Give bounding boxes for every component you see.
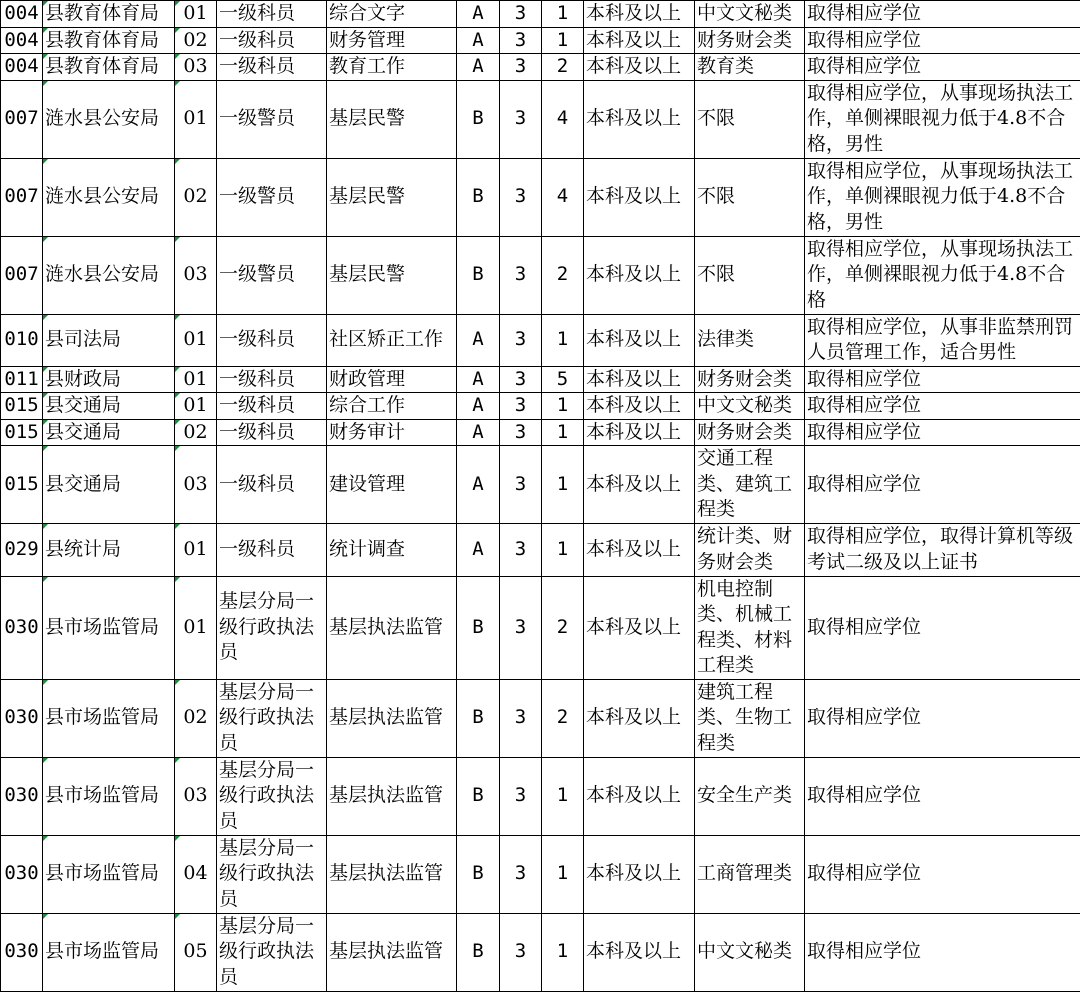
requirements-cell: 取得相应学位 — [805, 913, 1080, 991]
level-cell: 3 — [500, 314, 542, 366]
position-code-cell: 02 — [175, 158, 217, 236]
department-cell: 县交通局 — [43, 419, 175, 446]
exam-category-cell: B — [457, 913, 500, 991]
department-cell: 县教育体育局 — [43, 27, 175, 54]
headcount-cell: 1 — [542, 913, 584, 991]
dept-code-cell: 015 — [1, 446, 43, 524]
dept-code-cell: 007 — [1, 80, 43, 158]
dept-code-cell: 030 — [1, 913, 43, 991]
exam-category-cell: A — [457, 393, 500, 420]
dept-code-cell: 030 — [1, 835, 43, 913]
education-cell: 本科及以上 — [584, 913, 695, 991]
major-cell: 教育类 — [695, 54, 805, 81]
department-cell: 县交通局 — [43, 393, 175, 420]
table-row — [1, 158, 1080, 236]
headcount-cell: 1 — [542, 757, 584, 835]
exam-category-cell: A — [457, 314, 500, 366]
exam-category-cell: B — [457, 80, 500, 158]
dept-code-cell: 007 — [1, 158, 43, 236]
education-cell: 本科及以上 — [584, 419, 695, 446]
requirements-cell: 取得相应学位 — [805, 835, 1080, 913]
department-cell: 县市场监管局 — [43, 679, 175, 757]
duty-cell: 基层民警 — [327, 236, 457, 314]
level-cell: 3 — [500, 80, 542, 158]
table-row — [1, 236, 1080, 314]
education-cell: 本科及以上 — [584, 27, 695, 54]
dept-code-cell: 030 — [1, 576, 43, 679]
dept-code-cell: 004 — [1, 27, 43, 54]
dept-code-cell: 007 — [1, 236, 43, 314]
major-cell: 中文文秘类 — [695, 1, 805, 28]
dept-code-cell: 011 — [1, 366, 43, 393]
headcount-cell: 1 — [542, 523, 584, 576]
department-cell: 县市场监管局 — [43, 835, 175, 913]
position-name-cell: 基层分局一级行政执法员 — [217, 835, 327, 913]
table-row — [1, 314, 1080, 366]
exam-category-cell: A — [457, 366, 500, 393]
department-cell: 县市场监管局 — [43, 757, 175, 835]
major-cell: 不限 — [695, 80, 805, 158]
requirements-cell: 取得相应学位 — [805, 757, 1080, 835]
exam-category-cell: A — [457, 419, 500, 446]
requirements-cell: 取得相应学位 — [805, 366, 1080, 393]
exam-category-cell: B — [457, 679, 500, 757]
position-code-cell: 01 — [175, 523, 217, 576]
major-cell: 中文文秘类 — [695, 913, 805, 991]
department-cell: 县市场监管局 — [43, 913, 175, 991]
duty-cell: 基层执法监管 — [327, 679, 457, 757]
table-row — [1, 757, 1080, 835]
exam-category-cell: A — [457, 54, 500, 81]
level-cell: 3 — [500, 393, 542, 420]
duty-cell: 基层民警 — [327, 80, 457, 158]
table-row — [1, 80, 1080, 158]
position-code-cell: 02 — [175, 679, 217, 757]
major-cell: 不限 — [695, 236, 805, 314]
major-cell: 统计类、财务财会类 — [695, 523, 805, 576]
requirements-cell: 取得相应学位 — [805, 54, 1080, 81]
position-name-cell: 一级警员 — [217, 80, 327, 158]
requirements-cell: 取得相应学位 — [805, 419, 1080, 446]
requirements-cell: 取得相应学位 — [805, 576, 1080, 679]
department-cell: 县教育体育局 — [43, 54, 175, 81]
level-cell: 3 — [500, 419, 542, 446]
level-cell: 3 — [500, 835, 542, 913]
requirements-cell: 取得相应学位，从事非监禁刑罚人员管理工作，适合男性 — [805, 314, 1080, 366]
table-row — [1, 393, 1080, 420]
headcount-cell: 4 — [542, 80, 584, 158]
table-row — [1, 27, 1080, 54]
position-code-cell: 01 — [175, 1, 217, 28]
position-name-cell: 基层分局一级行政执法员 — [217, 913, 327, 991]
major-cell: 安全生产类 — [695, 757, 805, 835]
table-row — [1, 366, 1080, 393]
major-cell: 财务财会类 — [695, 27, 805, 54]
position-code-cell: 01 — [175, 80, 217, 158]
level-cell: 3 — [500, 1, 542, 28]
education-cell: 本科及以上 — [584, 679, 695, 757]
duty-cell: 基层执法监管 — [327, 835, 457, 913]
headcount-cell: 2 — [542, 576, 584, 679]
requirements-cell: 取得相应学位 — [805, 27, 1080, 54]
education-cell: 本科及以上 — [584, 158, 695, 236]
education-cell: 本科及以上 — [584, 54, 695, 81]
duty-cell: 基层执法监管 — [327, 757, 457, 835]
dept-code-cell: 004 — [1, 1, 43, 28]
exam-category-cell: B — [457, 576, 500, 679]
major-cell: 交通工程类、建筑工程类 — [695, 446, 805, 524]
level-cell: 3 — [500, 576, 542, 679]
headcount-cell: 1 — [542, 419, 584, 446]
major-cell: 中文文秘类 — [695, 393, 805, 420]
position-name-cell: 一级科员 — [217, 314, 327, 366]
position-code-cell: 03 — [175, 54, 217, 81]
dept-code-cell: 029 — [1, 523, 43, 576]
position-name-cell: 一级科员 — [217, 366, 327, 393]
level-cell: 3 — [500, 27, 542, 54]
table-row — [1, 679, 1080, 757]
position-name-cell: 一级科员 — [217, 523, 327, 576]
position-code-cell: 01 — [175, 393, 217, 420]
position-name-cell: 一级警员 — [217, 236, 327, 314]
requirements-cell: 取得相应学位 — [805, 393, 1080, 420]
position-code-cell: 01 — [175, 576, 217, 679]
education-cell: 本科及以上 — [584, 446, 695, 524]
department-cell: 县市场监管局 — [43, 576, 175, 679]
table-row — [1, 446, 1080, 524]
education-cell: 本科及以上 — [584, 366, 695, 393]
headcount-cell: 1 — [542, 446, 584, 524]
department-cell: 县教育体育局 — [43, 1, 175, 28]
table-row — [1, 576, 1080, 679]
exam-category-cell: A — [457, 1, 500, 28]
duty-cell: 教育工作 — [327, 54, 457, 81]
table-row — [1, 523, 1080, 576]
education-cell: 本科及以上 — [584, 393, 695, 420]
position-name-cell: 一级科员 — [217, 393, 327, 420]
headcount-cell: 1 — [542, 314, 584, 366]
department-cell: 涟水县公安局 — [43, 236, 175, 314]
dept-code-cell: 010 — [1, 314, 43, 366]
exam-category-cell: B — [457, 236, 500, 314]
table-row — [1, 913, 1080, 991]
level-cell: 3 — [500, 158, 542, 236]
major-cell: 不限 — [695, 158, 805, 236]
position-code-cell: 02 — [175, 27, 217, 54]
dept-code-cell: 015 — [1, 393, 43, 420]
dept-code-cell: 030 — [1, 679, 43, 757]
duty-cell: 基层执法监管 — [327, 576, 457, 679]
major-cell: 财务财会类 — [695, 366, 805, 393]
headcount-cell: 1 — [542, 1, 584, 28]
requirements-cell: 取得相应学位，从事现场执法工作，单侧裸眼视力低于4.8不合格，男性 — [805, 80, 1080, 158]
major-cell: 机电控制类、机械工程类、材料工程类 — [695, 576, 805, 679]
table-row — [1, 419, 1080, 446]
education-cell: 本科及以上 — [584, 576, 695, 679]
requirements-cell: 取得相应学位，从事现场执法工作，单侧裸眼视力低于4.8不合格 — [805, 236, 1080, 314]
table-row — [1, 1, 1080, 28]
exam-category-cell: A — [457, 446, 500, 524]
headcount-cell: 2 — [542, 679, 584, 757]
position-name-cell: 一级科员 — [217, 446, 327, 524]
education-cell: 本科及以上 — [584, 314, 695, 366]
requirements-cell: 取得相应学位 — [805, 446, 1080, 524]
headcount-cell: 1 — [542, 393, 584, 420]
duty-cell: 财务管理 — [327, 27, 457, 54]
duty-cell: 建设管理 — [327, 446, 457, 524]
dept-code-cell: 015 — [1, 419, 43, 446]
requirements-cell: 取得相应学位，取得计算机等级考试二级及以上证书 — [805, 523, 1080, 576]
position-name-cell: 基层分局一级行政执法员 — [217, 757, 327, 835]
education-cell: 本科及以上 — [584, 1, 695, 28]
table-row — [1, 54, 1080, 81]
level-cell: 3 — [500, 54, 542, 81]
level-cell: 3 — [500, 366, 542, 393]
department-cell: 县交通局 — [43, 446, 175, 524]
requirements-cell: 取得相应学位 — [805, 679, 1080, 757]
position-name-cell: 一级科员 — [217, 27, 327, 54]
headcount-cell: 2 — [542, 54, 584, 81]
position-name-cell: 一级科员 — [217, 419, 327, 446]
duty-cell: 基层执法监管 — [327, 913, 457, 991]
duty-cell: 社区矫正工作 — [327, 314, 457, 366]
level-cell: 3 — [500, 757, 542, 835]
level-cell: 3 — [500, 446, 542, 524]
dept-code-cell: 030 — [1, 757, 43, 835]
exam-category-cell: A — [457, 523, 500, 576]
position-name-cell: 基层分局一级行政执法员 — [217, 679, 327, 757]
duty-cell: 财政管理 — [327, 366, 457, 393]
level-cell: 3 — [500, 236, 542, 314]
major-cell: 工商管理类 — [695, 835, 805, 913]
table-row — [1, 835, 1080, 913]
exam-category-cell: A — [457, 27, 500, 54]
department-cell: 县司法局 — [43, 314, 175, 366]
duty-cell: 统计调查 — [327, 523, 457, 576]
position-code-cell: 03 — [175, 236, 217, 314]
position-name-cell: 基层分局一级行政执法员 — [217, 576, 327, 679]
headcount-cell: 1 — [542, 835, 584, 913]
exam-category-cell: B — [457, 158, 500, 236]
headcount-cell: 2 — [542, 236, 584, 314]
headcount-cell: 1 — [542, 27, 584, 54]
position-code-cell: 01 — [175, 314, 217, 366]
position-code-cell: 03 — [175, 446, 217, 524]
department-cell: 涟水县公安局 — [43, 80, 175, 158]
level-cell: 3 — [500, 679, 542, 757]
major-cell: 建筑工程类、生物工程类 — [695, 679, 805, 757]
duty-cell: 综合文字 — [327, 1, 457, 28]
requirements-cell: 取得相应学位 — [805, 1, 1080, 28]
department-cell: 县财政局 — [43, 366, 175, 393]
position-name-cell: 一级科员 — [217, 54, 327, 81]
position-code-cell: 02 — [175, 419, 217, 446]
exam-category-cell: B — [457, 757, 500, 835]
position-name-cell: 一级警员 — [217, 158, 327, 236]
requirements-cell: 取得相应学位，从事现场执法工作，单侧裸眼视力低于4.8不合格，男性 — [805, 158, 1080, 236]
level-cell: 3 — [500, 523, 542, 576]
major-cell: 法律类 — [695, 314, 805, 366]
position-code-cell: 03 — [175, 757, 217, 835]
position-code-cell: 01 — [175, 366, 217, 393]
education-cell: 本科及以上 — [584, 835, 695, 913]
education-cell: 本科及以上 — [584, 236, 695, 314]
duty-cell: 综合工作 — [327, 393, 457, 420]
dept-code-cell: 004 — [1, 54, 43, 81]
department-cell: 涟水县公安局 — [43, 158, 175, 236]
exam-category-cell: B — [457, 835, 500, 913]
table-body — [1, 1, 1080, 992]
headcount-cell: 5 — [542, 366, 584, 393]
duty-cell: 财务审计 — [327, 419, 457, 446]
education-cell: 本科及以上 — [584, 757, 695, 835]
position-code-cell: 05 — [175, 913, 217, 991]
major-cell: 财务财会类 — [695, 419, 805, 446]
level-cell: 3 — [500, 913, 542, 991]
position-code-cell: 04 — [175, 835, 217, 913]
duty-cell: 基层民警 — [327, 158, 457, 236]
position-name-cell: 一级科员 — [217, 1, 327, 28]
department-cell: 县统计局 — [43, 523, 175, 576]
headcount-cell: 4 — [542, 158, 584, 236]
education-cell: 本科及以上 — [584, 523, 695, 576]
education-cell: 本科及以上 — [584, 80, 695, 158]
